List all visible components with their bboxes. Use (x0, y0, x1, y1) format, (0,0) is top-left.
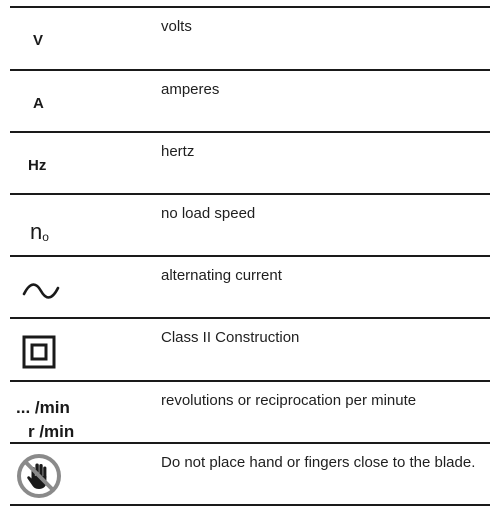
description-cell: revolutions or reciprocation per minute (161, 392, 417, 409)
description-cell: Class II Construction (161, 329, 300, 346)
description-cell: amperes (161, 81, 220, 98)
symbol-cell (10, 8, 150, 69)
table-row (10, 255, 490, 317)
table-row (10, 131, 490, 193)
description-cell: alternating current (161, 267, 282, 284)
description-cell: volts (161, 18, 192, 35)
class-ii-construction-icon (22, 335, 56, 369)
no-load-speed-symbol (30, 219, 49, 245)
symbol-cell (10, 195, 150, 255)
no-hands-near-blade-icon (16, 453, 62, 499)
description-cell: no load speed (161, 205, 256, 222)
hertz-symbol: Hz (28, 157, 47, 174)
table-row (10, 6, 490, 69)
alternating-current-icon (21, 279, 61, 303)
symbol-cell (10, 257, 150, 317)
symbol-cell (10, 319, 150, 380)
ampere-symbol: A (33, 95, 44, 112)
description-cell: hertz (161, 143, 195, 160)
description-cell: Do not place hand or fingers close to the blade. (161, 454, 476, 471)
rpm-line-2: r /min (28, 422, 75, 441)
symbol-cell (10, 382, 150, 442)
table-row (10, 380, 490, 442)
revolutions-per-minute-symbol (16, 396, 74, 444)
table-row (10, 442, 490, 506)
table-row (10, 193, 490, 255)
rpm-line-1: ... /min (16, 398, 70, 417)
table-row (10, 69, 490, 131)
volt-symbol: V (33, 32, 44, 49)
symbol-cell (10, 71, 150, 131)
table-row (10, 317, 490, 380)
no-load-speed-subscript: o (42, 230, 49, 244)
symbol-cell (10, 133, 150, 193)
symbol-cell (10, 444, 150, 504)
no-load-speed-letter: n (30, 219, 43, 244)
